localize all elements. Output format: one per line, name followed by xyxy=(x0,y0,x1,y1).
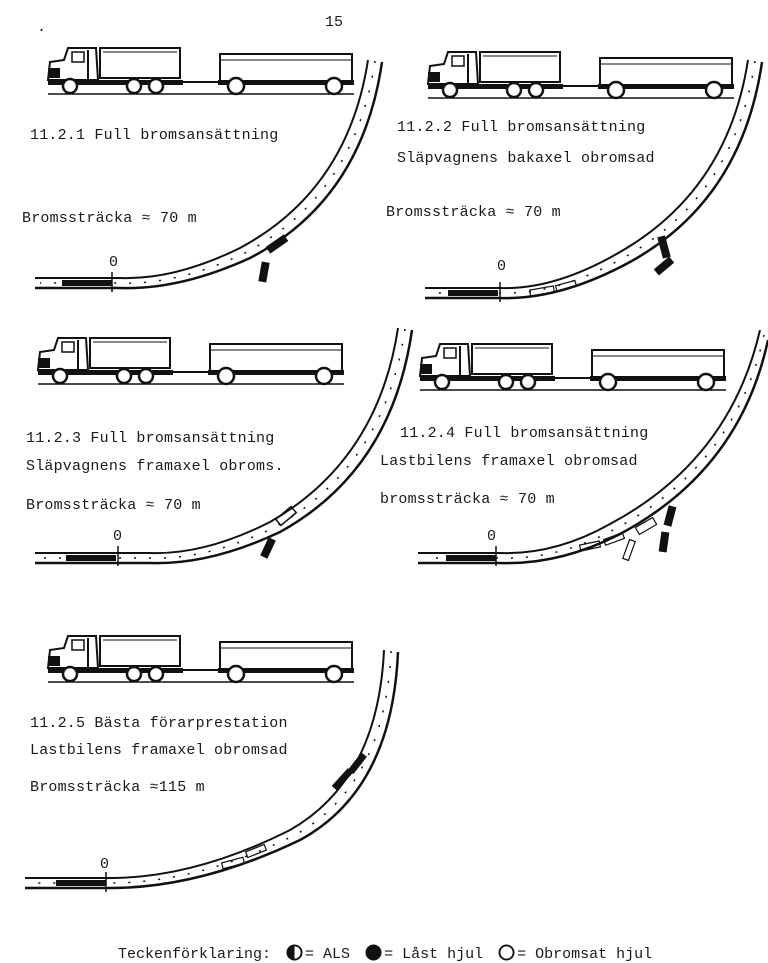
legend-als-text: = ALS xyxy=(305,946,351,963)
truck-trailer-illustration xyxy=(428,52,734,98)
page-mark: . xyxy=(37,19,47,36)
panel-4-zero-mark: 0 xyxy=(487,528,497,545)
panel-4-subtitle: Lastbilens framaxel obromsad xyxy=(380,453,638,470)
panel-1-distance: Bromssträcka ≈ 70 m xyxy=(22,210,197,227)
panel-1-zero-mark: 0 xyxy=(109,254,119,271)
panel-3-subtitle: Släpvagnens framaxel obroms. xyxy=(26,458,284,475)
truck-trailer-illustration xyxy=(48,48,354,94)
panel-5-title: 11.2.5 Bästa förarprestation xyxy=(30,715,288,732)
legend-prefix: Teckenförklaring: xyxy=(118,946,272,963)
panel-3-distance: Bromssträcka ≈ 70 m xyxy=(26,497,201,514)
panel-1-figure xyxy=(35,48,382,292)
panel-3-zero-mark: 0 xyxy=(113,528,123,545)
panel-2-title: 11.2.2 Full bromsansättning xyxy=(397,119,646,136)
panel-2-subtitle: Släpvagnens bakaxel obromsad xyxy=(397,150,655,167)
panel-4-figure xyxy=(418,330,768,566)
empty-wheel-icon xyxy=(498,944,515,961)
legend-unbraked-text: = Obromsat hjul xyxy=(517,946,653,963)
panel-4-distance: bromssträcka ≈ 70 m xyxy=(380,491,555,508)
panel-5-figure xyxy=(25,636,398,892)
panel-5-subtitle: Lastbilens framaxel obromsad xyxy=(30,742,288,759)
filled-wheel-icon xyxy=(365,944,382,961)
truck-trailer-illustration xyxy=(48,636,354,682)
truck-trailer-illustration xyxy=(38,338,344,384)
panel-1-title: 11.2.1 Full bromsansättning xyxy=(30,127,279,144)
panel-4-title: 11.2.4 Full bromsansättning xyxy=(400,425,649,442)
panel-3-title: 11.2.3 Full bromsansättning xyxy=(26,430,275,447)
panel-2-zero-mark: 0 xyxy=(497,258,507,275)
road-curve-1 xyxy=(35,62,382,288)
panel-5-distance: Bromssträcka ≈115 m xyxy=(30,779,205,796)
panel-3-figure xyxy=(35,328,412,566)
panel-2-figure xyxy=(425,52,762,302)
truck-trailer-illustration xyxy=(420,344,726,390)
panel-5-zero-mark: 0 xyxy=(100,856,110,873)
legend-locked-text: = Låst hjul xyxy=(384,946,484,963)
page-number: 15 xyxy=(325,14,344,31)
half-filled-wheel-icon xyxy=(286,944,303,961)
panel-2-distance: Bromssträcka ≈ 70 m xyxy=(386,204,561,221)
legend xyxy=(118,944,652,963)
